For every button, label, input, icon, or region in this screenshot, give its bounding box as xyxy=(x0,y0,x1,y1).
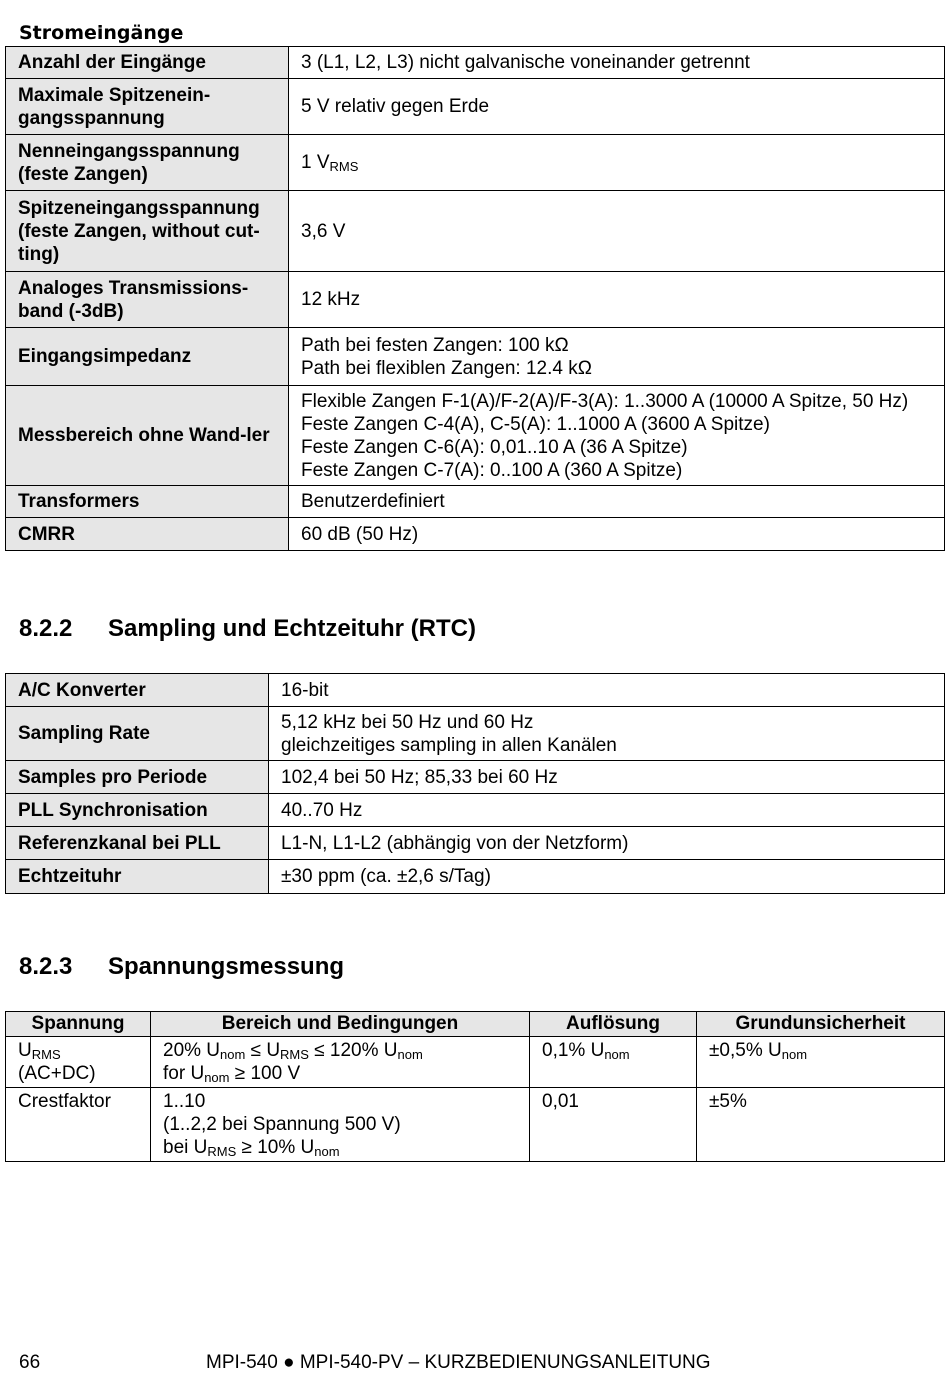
row-value xyxy=(289,191,945,272)
value-line: gleichzeitiges sampling in allen Kanälen xyxy=(281,734,617,756)
table-row xyxy=(6,328,945,386)
row-label: Anzahl der Eingänge xyxy=(6,47,289,79)
row-label: CMRR xyxy=(6,518,289,551)
column-header: Auflösung xyxy=(530,1012,697,1037)
table-row xyxy=(6,191,945,272)
row-value xyxy=(269,707,945,761)
row-label: A/C Konverter xyxy=(6,674,269,707)
table-row xyxy=(6,47,945,79)
table-row xyxy=(6,79,945,135)
table-caption: Stromeingänge xyxy=(19,22,184,44)
column-header: Spannung xyxy=(6,1012,151,1037)
value-line: 3 (L1, L2, L3) nicht galvanische voneinander getrennt xyxy=(301,52,750,73)
sampling-table xyxy=(5,673,945,894)
row-value xyxy=(289,486,945,518)
row-value xyxy=(289,386,945,486)
table-cell: 20% $U_{nom} \le U_{RMS} \le 120\%$ $U_{nom}$ for $U_{nom} \ge 100$ V xyxy=(151,1037,530,1088)
column-header: Bereich und Bedingungen xyxy=(151,1012,530,1037)
section-heading-sampling xyxy=(19,615,476,643)
section-number: 8.2.2 xyxy=(19,615,73,642)
row-value xyxy=(289,272,945,328)
table-row xyxy=(6,135,945,191)
row-label: Transformers xyxy=(6,486,289,518)
section-number: 8.2.3 xyxy=(19,953,73,980)
value-line: 102,4 bei 50 Hz; 85,33 bei 60 Hz xyxy=(281,766,558,788)
current-inputs-table xyxy=(5,46,945,551)
table-cell: ±5% xyxy=(697,1088,945,1162)
table-row xyxy=(6,1088,945,1162)
table-row xyxy=(6,827,945,860)
row-value: 1 $V_{RMS}$ xyxy=(289,135,945,191)
row-label: Echtzeituhr xyxy=(6,860,269,894)
table-row xyxy=(6,860,945,894)
value-line: 12 kHz xyxy=(301,289,361,310)
value-line: Path bei flexiblen Zangen: 12.4 kΩ xyxy=(301,357,592,379)
row-label: Analoges Transmissions-band (-3dB) xyxy=(6,272,289,328)
section-heading-voltage xyxy=(19,953,344,981)
row-value xyxy=(269,674,945,707)
row-label: PLL Synchronisation xyxy=(6,794,269,827)
page-number: 66 xyxy=(19,1352,41,1373)
table-row xyxy=(6,1037,945,1088)
voltage-measurement-table xyxy=(5,1011,945,1162)
row-label: Samples pro Periode xyxy=(6,761,269,794)
row-label: Sampling Rate xyxy=(6,707,269,761)
row-value xyxy=(269,794,945,827)
table-row xyxy=(6,707,945,761)
value-line: Path bei festen Zangen: 100 kΩ xyxy=(301,334,569,356)
table-cell: 0,01 xyxy=(530,1088,697,1162)
value-line: L1-N, L1-L2 (abhängig von der Netzform) xyxy=(281,832,629,854)
value-line: Feste Zangen C-4(A), C-5(A): 1..1000 A (3600 A Spitze) xyxy=(301,413,770,435)
value-line: Benutzerdefiniert xyxy=(301,491,445,512)
row-value xyxy=(289,328,945,386)
table-cell: 1..10 (1..2,2 bei Spannung 500 V) bei $U_{RMS} \ge 10\%$ $U_{nom}$ xyxy=(151,1088,530,1162)
section-title: Spannungsmessung xyxy=(108,953,345,980)
table-row xyxy=(6,386,945,486)
row-label: Maximale Spitzenein-gangsspannung xyxy=(6,79,289,135)
row-label: Spitzeneingangsspannung (feste Zangen, without cut-ting) xyxy=(6,191,289,272)
value-line: ±30 ppm (ca. ±2,6 s/Tag) xyxy=(281,866,491,887)
table-row xyxy=(6,272,945,328)
table-cell: 0,1% $U_{nom}$ xyxy=(530,1037,697,1088)
row-value xyxy=(289,47,945,79)
row-value xyxy=(289,79,945,135)
row-value xyxy=(269,827,945,860)
row-value xyxy=(269,761,945,794)
row-value xyxy=(289,518,945,551)
value-line: Feste Zangen C-7(A): 0..100 A (360 A Spitze) xyxy=(301,459,683,481)
row-label: Nenneingangsspannung (feste Zangen) xyxy=(6,135,289,191)
row-label: Referenzkanal bei PLL xyxy=(6,827,269,860)
value-line: Feste Zangen C-6(A): 0,01..10 A (36 A Spitze) xyxy=(301,436,688,458)
table-cell: $U_{RMS}$ (AC+DC) xyxy=(6,1037,151,1088)
row-value xyxy=(269,860,945,894)
table-cell: Crestfaktor xyxy=(6,1088,151,1162)
table-row xyxy=(6,794,945,827)
table-cell: ±0,5% $U_{nom}$ xyxy=(697,1037,945,1088)
value-line: Flexible Zangen F-1(A)/F-2(A)/F-3(A): 1..3000 A (10000 A Spitze, 50 Hz) xyxy=(301,390,909,412)
table-row xyxy=(6,761,945,794)
value-line: 40..70 Hz xyxy=(281,799,363,821)
table-row xyxy=(6,674,945,707)
section-title: Sampling und Echtzeituhr (RTC) xyxy=(108,615,476,642)
row-label: Messbereich ohne Wand-ler xyxy=(6,386,289,486)
footer-title: MPI-540 ● MPI-540-PV – KURZBEDIENUNGSANLEITUNG xyxy=(206,1352,711,1373)
column-header: Grundunsicherheit xyxy=(697,1012,945,1037)
value-line: 60 dB (50 Hz) xyxy=(301,523,419,545)
value-line: 16-bit xyxy=(281,679,329,701)
value-line: 5 V relativ gegen Erde xyxy=(301,96,490,117)
table-row xyxy=(6,518,945,551)
value-line: 5,12 kHz bei 50 Hz und 60 Hz xyxy=(281,711,534,733)
value-line: 3,6 V xyxy=(301,220,346,242)
row-label: Eingangsimpedanz xyxy=(6,328,289,386)
table-row xyxy=(6,486,945,518)
